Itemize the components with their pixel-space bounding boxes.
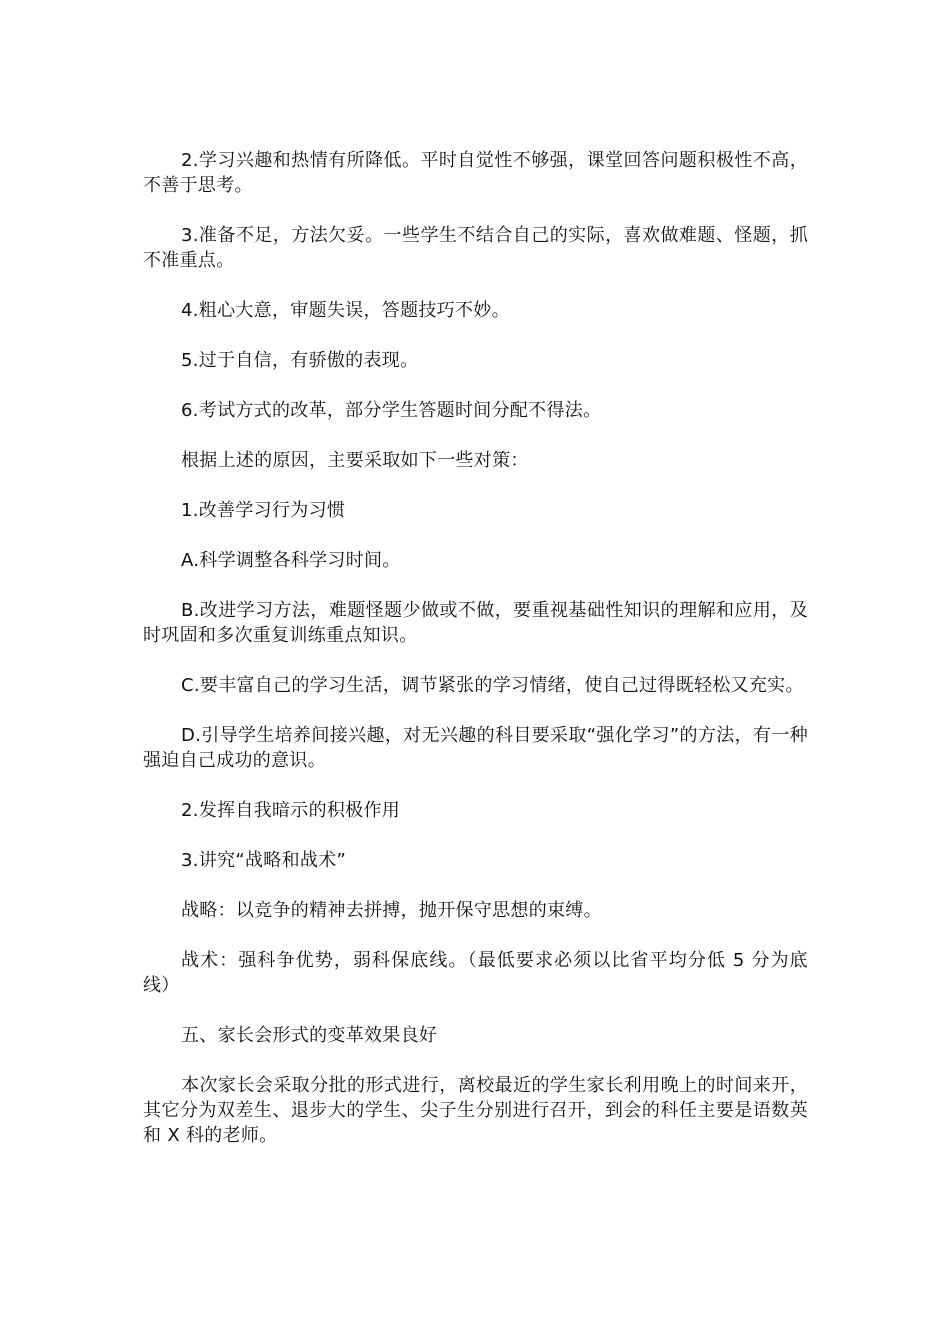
paragraph-strategy: 战略：以竞争的精神去拼搏，抛开保守思想的束缚。: [181, 900, 602, 921]
paragraph-self-suggestion: 2.发挥自我暗示的积极作用: [181, 800, 401, 821]
paragraph-learning-interest: 2.学习兴趣和热情有所降低。平时自觉性不够强，课堂回答问题积极性不高，不善于思考。: [143, 150, 808, 196]
document-body: [143, 148, 808, 1173]
paragraph-adjust-time: A.科学调整各科学习时间。: [181, 550, 401, 571]
paragraph-tactics: 战术：强科争优势，弱科保底线。（最低要求必须以比省平均分低 5 分为底线）: [143, 950, 808, 996]
paragraph-enrich-life: C.要丰富自己的学习生活，调节紧张的学习情绪，使自己过得既轻松又充实。: [181, 675, 804, 696]
paragraph-parent-meeting: 本次家长会采取分批的形式进行，离校最近的学生家长利用晚上的时间来开，其它分为双差生、退步大的学生、尖子生分别进行召开，到会的科任主要是语数英和 X 科的老师。: [143, 1075, 808, 1146]
paragraph-indirect-interest: D.引导学生培养间接兴趣，对无兴趣的科目要采取“强化学习”的方法，有一种强迫自己成功的意识。: [143, 725, 808, 771]
paragraph-exam-reform: 6.考试方式的改革，部分学生答题时间分配不得法。: [181, 400, 602, 421]
paragraph-strategy-tactics: 3.讲究“战略和战术”: [181, 850, 347, 871]
paragraph-insufficient-preparation: 3.准备不足，方法欠妥。一些学生不结合自己的实际，喜欢做难题、怪题，抓不准重点。: [143, 225, 808, 271]
section-heading-parent-meeting: 五、家长会形式的变革效果良好: [181, 1025, 438, 1046]
paragraph-improve-habits: 1.改善学习行为习惯: [181, 500, 346, 521]
paragraph-overconfidence: 5.过于自信，有骄傲的表现。: [181, 350, 419, 371]
paragraph-improve-methods: B.改进学习方法，难题怪题少做或不做，要重视基础性知识的理解和应用，及时巩固和多次重复训练重点知识。: [143, 600, 808, 646]
paragraph-countermeasures-intro: 根据上述的原因，主要采取如下一些对策：: [181, 450, 529, 471]
paragraph-carelessness: 4.粗心大意，审题失误，答题技巧不妙。: [181, 300, 510, 321]
